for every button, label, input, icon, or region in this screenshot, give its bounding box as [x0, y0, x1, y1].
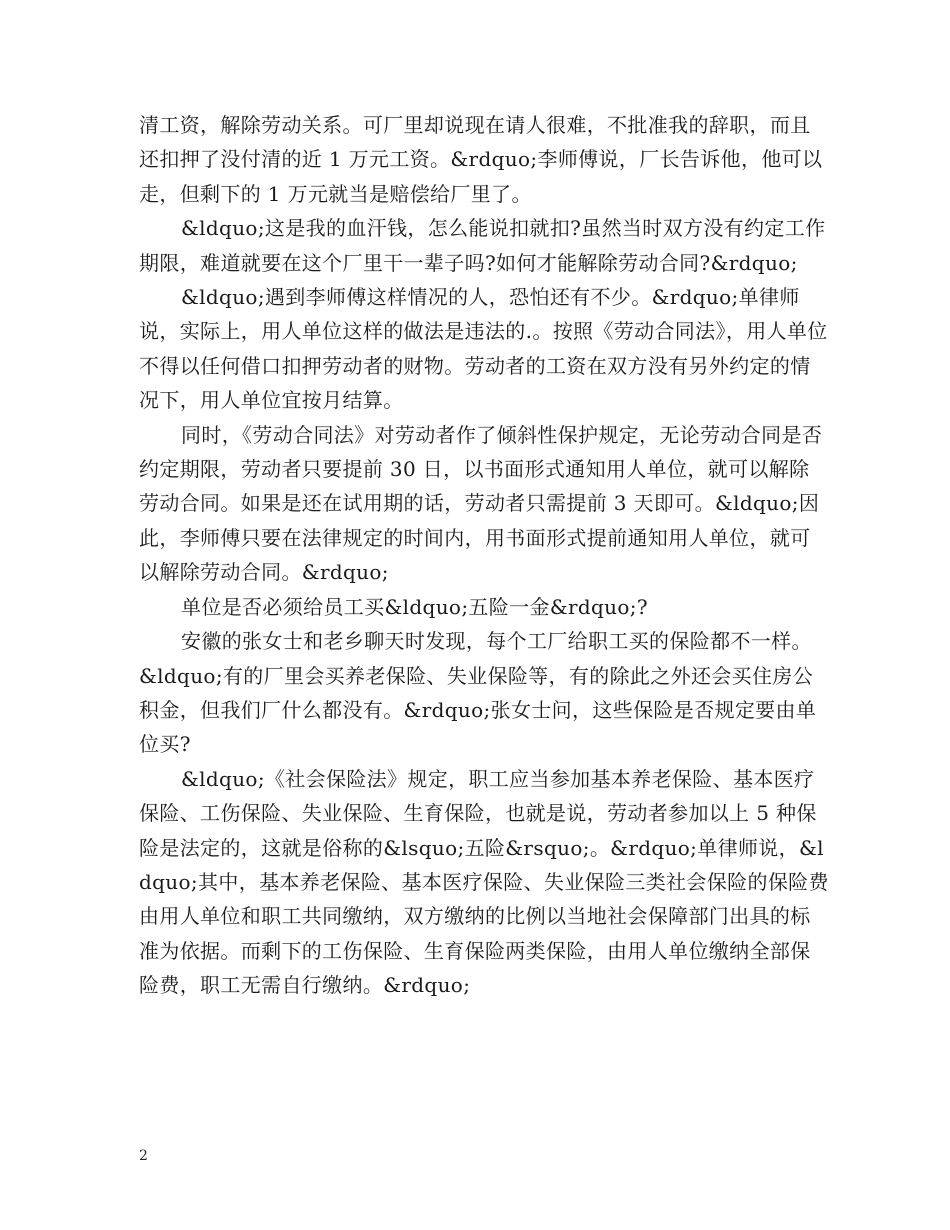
paragraph: 安徽的张女士和老乡聊天时发现，每个工厂给职工买的保险都不一样。&ldquo;有的厂里会买养老保险、失业保险等，有的除此之外还会买住房公积金，但我们厂什么都没有。&rdquo;张女士问，这些保险是否规定要由单位买? — [139, 629, 817, 757]
section-question: 单位是否必须给员工买&ldquo;五险一金&rdquo;? — [181, 594, 648, 619]
paragraph-continued: 清工资，解除劳动关系。可厂里却说现在请人很难，不批准我的辞职，而且还扣押了没付清的近 1 万元工资。&rdquo;李师傅说，厂长告诉他，他可以走，但剩下的 1 万元就当是赔偿给厂里了。 — [139, 113, 823, 206]
paragraph: &ldquo;《社会保险法》规定，职工应当参加基本养老保险、基本医疗保险、工伤保险、失业保险、生育保险，也就是说，劳动者参加以上 5 种保险是法定的，这就是俗称的&lsquo;五险&rsquo;。&rdquo;单律师说，&ldquo;其中，基本养老保险、基本医疗保险、失业保险三类社会保险的保险费由用人单位和职工共同缴纳，双方缴纳的比例以当地社会保障部门出具的标准为依据。而剩下的工伤保险、生育保险两类保险，由用人单位缴纳全部保险费，职工无需自行缴纳。&rdquo; — [139, 766, 829, 998]
page-number: 2 — [139, 1148, 148, 1164]
document-body — [139, 108, 829, 1003]
paragraph: &ldquo;这是我的血汗钱，怎么能说扣就扣?虽然当时双方没有约定工作期限，难道就要在这个厂里干一辈子吗?如何才能解除劳动合同?&rdquo; — [139, 216, 826, 275]
paragraph: 同时，《劳动合同法》对劳动者作了倾斜性保护规定，无论劳动合同是否约定期限，劳动者只要提前 30 日，以书面形式通知用人单位，就可以解除劳动合同。如果是还在试用期的话，劳动者只需提前 3 天即可。&ldquo;因此，李师傅只要在法律规定的时间内，用书面形式提前通知用人单位，就可以解除劳动合同。&rdquo; — [139, 422, 823, 585]
paragraph: &ldquo;遇到李师傅这样情况的人，恐怕还有不少。&rdquo;单律师说，实际上，用人单位这样的做法是违法的.。按照《劳动合同法》，用人单位不得以任何借口扣押劳动者的财物。劳动者的工资在双方没有另外约定的情况下，用人单位宜按月结算。 — [139, 285, 828, 413]
